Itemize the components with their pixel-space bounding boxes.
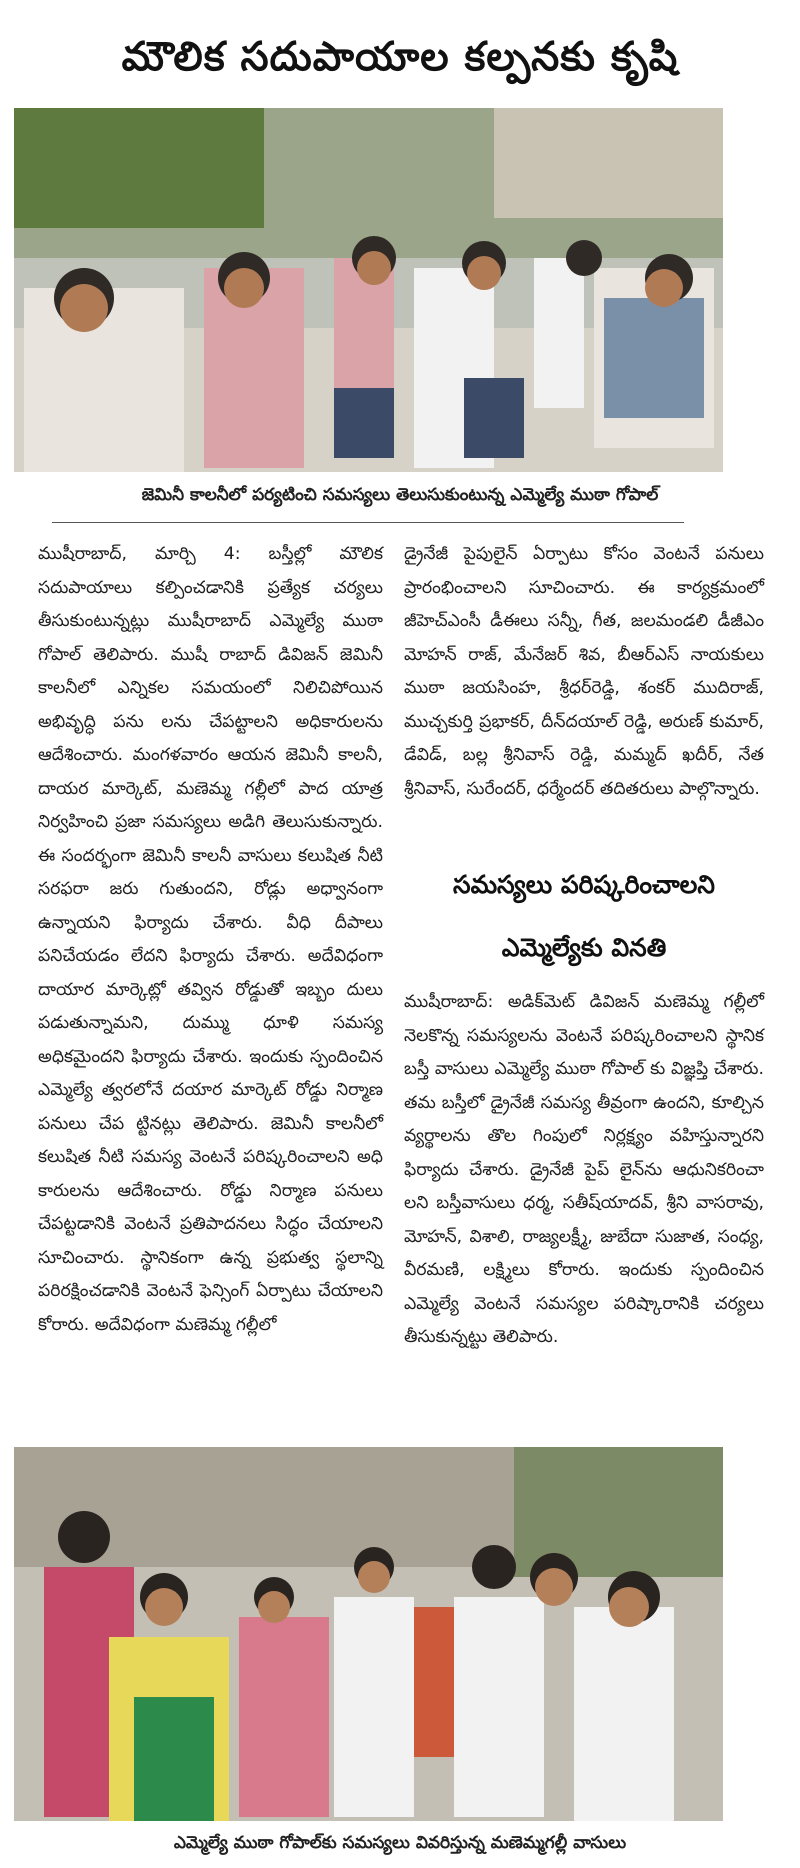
article-headline: మౌలిక సదుపాయాల కల్పనకు కృషి: [121, 34, 679, 80]
caption-divider: [52, 522, 684, 523]
photo-2-image: [14, 1447, 723, 1821]
article-column-2: [404, 538, 764, 806]
photo-mla-touring-colony: [14, 108, 723, 472]
article-column-2-second-story: [404, 986, 764, 1355]
second-story-paragraph: ముషీరాబాద్: అడిక్‌మెట్ డివిజన్ మణెమ్మ గల్లీలో నెలకొన్న సమస్యలను వెంటనే పరిష్కరించాలని స్థానిక బస్తీ వాసులు ఎమ్మెల్యే ముఠా గోపాల్ కు విజ్ఞప్తి చేశారు. తమ బస్తీలో డ్రైనేజీ సమస్య తీవ్రంగా ఉందని, కూల్చిన వ్యర్థాలను తొల గింపులో నిర్లక్ష్యం వహిస్తున్నారని ఫిర్యాదు చేశారు. డ్రైనేజీ పైప్ లైన్‌ను ఆధునికరించా లని బస్తీవాసులు ధర్మ, సతీష్‌యాదవ్, శ్రీని వాసరావు, మోహన్, విశాలి, రాజ్యలక్ష్మీ, జుబేదా సుజాత, సంధ్య, వీరమణి, లక్ష్మిలు కోరారు. ఇందుకు స్పందించిన ఎమ్మెల్యే వెంటనే సమస్యల పరిష్కారానికి చర్యలు తీసుకున్నట్టు తెలిపారు.: [404, 992, 764, 1347]
photo-2-caption: ఎమ్మెల్యే ముఠా గోపాల్‌కు సమస్యలు వివరిస్తున్న మణెమ్మగల్లీ వాసులు: [173, 1833, 627, 1853]
subheading-line-1: సమస్యలు పరిష్కరించాలని: [453, 870, 715, 899]
photo-1-caption: జెమినీ కాలనీలో పర్యటించి సమస్యలు తెలుసుకుంటున్న ఎమ్మెల్యే ముఠా గోపాల్: [141, 485, 659, 505]
article-body-paragraph-2: డ్రైనేజీ పైపులైన్ ఏర్పాటు కోసం వెంటనే పనులు ప్రారంభించాలని సూచించారు. ఈ కార్యక్రమంలో జీహెచ్ఎంసీ డీఈలు సన్నీ, గీత, జలమండలి డీజీఎం మోహన్ రాజ్, మేనేజర్ శివ, బీఆర్ఎస్ నాయకులు ముఠా జయసింహ, శ్రీధర్‌రెడ్డి, శంకర్ ముదిరాజ్, ముచ్చకుర్తి ప్రభాకర్, దీన్‌దయాల్ రెడ్డి, అరుణ్ కుమార్, డేవిడ్, బల్ల శ్రీనివాస్ రెడ్డి, మమ్మద్ ఖదీర్, నేత శ్రీనివాస్, సురేందర్, ధర్మేందర్ తదితరులు పాల్గొన్నారు.: [404, 544, 764, 799]
subheading-line-2: ఎమ్మెల్యేకు వినతి: [501, 933, 667, 962]
article-column-1: [38, 538, 383, 1342]
photo-1-image: [14, 108, 723, 472]
article-body-paragraph-1: ముషీరాబాద్, మార్చి 4: బస్తీల్లో మౌలిక సదుపాయాలు కల్పించడానికి ప్రత్యేక చర్యలు తీసుకుంటున్నట్లు ముషీరాబాద్ ఎమ్మెల్యే ముఠా గోపాల్ తెలిపారు. ముషీ రాబాద్ డివిజన్ జెమినీ కాలనీలో ఎన్నికల సమయంలో నిలిచిపోయిన అభివృద్ధి పను లను చేపట్టాలని అధికారులను ఆదేశించారు. మంగళవారం ఆయన జెమినీ కాలనీ, దాయర మార్కెట్, మణెమ్మ గల్లీలో పాద యాత్ర నిర్వహించి ప్రజా సమస్యలు అడిగి తెలుసుకున్నారు. ఈ సందర్భంగా జెమినీ కాలనీ వాసులు కలుషిత నీటి సరఫరా జరు గుతుందని, రోడ్లు అధ్వానంగా ఉన్నాయని ఫిర్యాదు చేశారు. వీధి దీపాలు పనిచేయడం లేదని ఫిర్యాదు చేశారు. అదేవిధంగా దాయార మార్కెట్లో తవ్విన రోడ్డుతో ఇబ్బం దులు పడుతున్నామని, దుమ్ము ధూళి సమస్య అధికమైందని ఫిర్యాదు చేశారు. ఇందుకు స్పందించిన ఎమ్మెల్యే త్వరలోనే దయార మార్కెట్ రోడ్డు నిర్మాణ పనులు చేప ట్టినట్లు తెలిపారు. జెమినీ కాలనీలో కలుషిత నీటి సమస్య వెంటనే పరిష్కరించాలని అధి కారులను ఆదేశించారు. రోడ్డు నిర్మాణ పనులు చేపట్టడానికి వెంటనే ప్రతిపాదనలు సిద్ధం చేయాలని సూచించారు. స్థానికంగా ఉన్న ప్రభుత్వ స్థలాన్ని పరిరక్షించడానికి వెంటనే ఫెన్సింగ్ ఏర్పాటు చేయాలని కోరారు. అదేవిధంగా మణెమ్మ గల్లీలో: [38, 544, 383, 1335]
photo-residents-explaining-issues: [14, 1447, 723, 1821]
